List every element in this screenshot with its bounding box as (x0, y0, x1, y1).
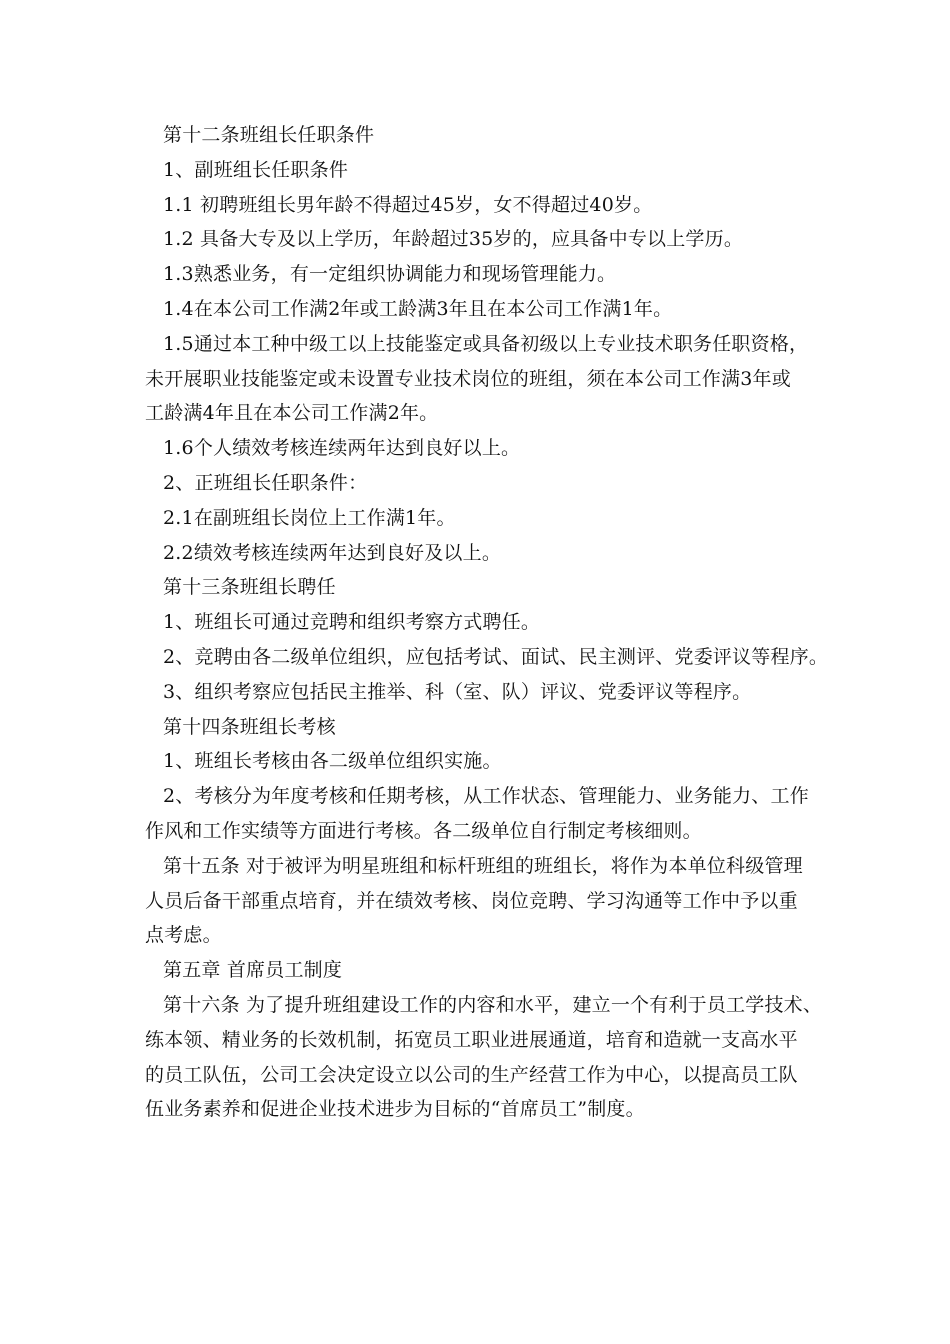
text-line: 作风和工作实绩等方面进行考核。各二级单位自行制定考核细则。 (145, 819, 702, 842)
text-line: 1.1 初聘班组长男年龄不得超过45岁，女不得超过40岁。 (163, 193, 653, 216)
text-line: 练本领、精业务的长效机制，拓宽员工职业进展通道，培育和造就一支高水平 (145, 1028, 798, 1051)
text-line: 2、竞聘由各二级单位组织，应包括考试、面试、民主测评、党委评议等程序。 (163, 645, 829, 668)
text-line: 1.2 具备大专及以上学历，年龄超过35岁的，应具备中专以上学历。 (163, 228, 744, 251)
text-line: 2.2绩效考核连续两年达到良好及以上。 (163, 541, 502, 564)
chapter-5-heading: 第五章 首席员工制度 (163, 959, 343, 982)
text-line: 2、正班组长任职条件： (163, 471, 368, 494)
text-line: 工龄满4年且在本公司工作满2年。 (145, 402, 439, 425)
text-line: 点考虑。 (145, 924, 222, 947)
text-line: 1.3熟悉业务，有一定组织协调能力和现场管理能力。 (163, 263, 617, 286)
text-line: 3、组织考察应包括民主推举、科（室、队）评议、党委评议等程序。 (163, 680, 752, 703)
text-line: 未开展职业技能鉴定或未设置专业技术岗位的班组，须在本公司工作满3年或 (145, 367, 791, 390)
text-line: 1、班组长考核由各二级单位组织实施。 (163, 750, 502, 773)
text-line: 人员后备干部重点培育，并在绩效考核、岗位竞聘、学习沟通等工作中予以重 (145, 889, 798, 912)
document-body (145, 118, 829, 1127)
text-line: 1.6个人绩效考核连续两年达到良好以上。 (163, 437, 521, 460)
text-line: 2、考核分为年度考核和任期考核，从工作状态、管理能力、业务能力、工作 (163, 785, 809, 808)
text-line: 1、副班组长任职条件 (163, 158, 349, 181)
article-15-text: 第十五条 对于被评为明星班组和标杆班组的班组长，将作为本单位科级管理 (163, 854, 803, 877)
article-13-heading: 第十三条班组长聘任 (163, 576, 336, 599)
article-14-heading: 第十四条班组长考核 (163, 715, 336, 738)
article-16-text: 第十六条 为了提升班组建设工作的内容和水平，建立一个有利于员工学技术、 (163, 993, 823, 1016)
text-line: 1、班组长可通过竞聘和组织考察方式聘任。 (163, 611, 541, 634)
text-line: 的员工队伍，公司工会决定设立以公司的生产经营工作为中心，以提高员工队 (145, 1063, 798, 1086)
article-12-heading: 第十二条班组长任职条件 (163, 124, 375, 146)
text-line: 2.1在副班组长岗位上工作满1年。 (163, 506, 456, 529)
text-line: 伍业务素养和促进企业技术进步为目标的“首席员工”制度。 (145, 1098, 645, 1121)
text-line: 1.5通过本工种中级工以上技能鉴定或具备初级以上专业技术职务任职资格， (163, 332, 809, 355)
text-line: 1.4在本公司工作满2年或工龄满3年且在本公司工作满1年。 (163, 297, 673, 320)
